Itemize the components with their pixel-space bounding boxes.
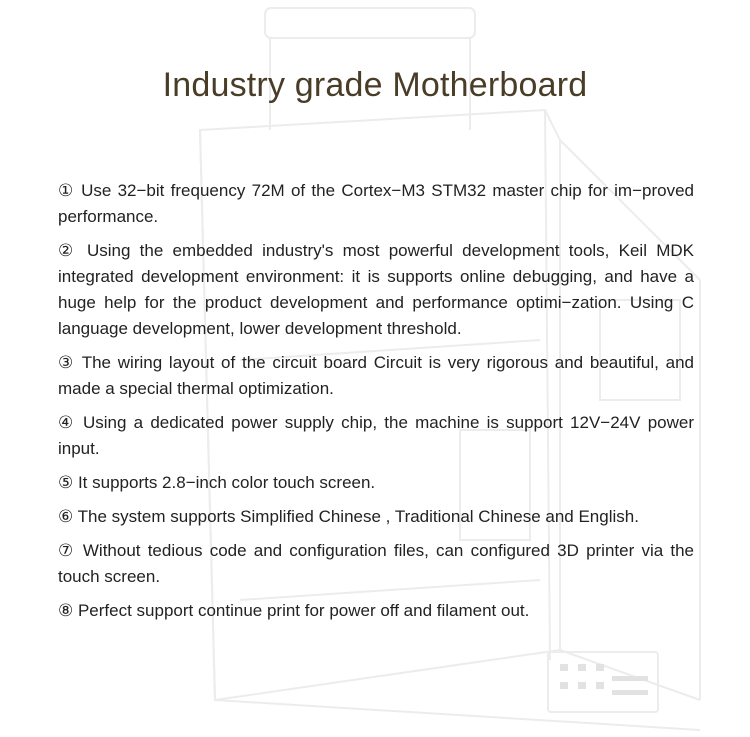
feature-item: ③ The wiring layout of the circuit board Circuit is very rigorous and beautiful, and made a special thermal optimization. (58, 353, 694, 398)
feature-item: ⑤ It supports 2.8−inch color touch screen. (58, 473, 376, 492)
feature-item: ⑥ The system supports Simplified Chinese , Traditional Chinese and English. (58, 507, 639, 526)
page-title: Industry grade Motherboard (162, 66, 588, 104)
feature-item: ① Use 32−bit frequency 72M of the Cortex−M3 STM32 master chip for im−proved performance. (58, 181, 694, 226)
feature-item: ⑦ Without tedious code and configuration files, can configured 3D printer via the touch screen. (58, 541, 694, 586)
feature-item: ② Using the embedded industry's most powerful development tools, Keil MDK integrated development environment: it is supports online debugging, and have a huge help for the product development and performance optimi−zation. Using C language development, lower development threshold. (58, 241, 694, 338)
feature-item: ⑧ Perfect support continue print for power off and filament out. (58, 601, 530, 620)
feature-list (58, 178, 694, 632)
feature-item: ④ Using a dedicated power supply chip, the machine is support 12V−24V power input. (58, 413, 694, 458)
